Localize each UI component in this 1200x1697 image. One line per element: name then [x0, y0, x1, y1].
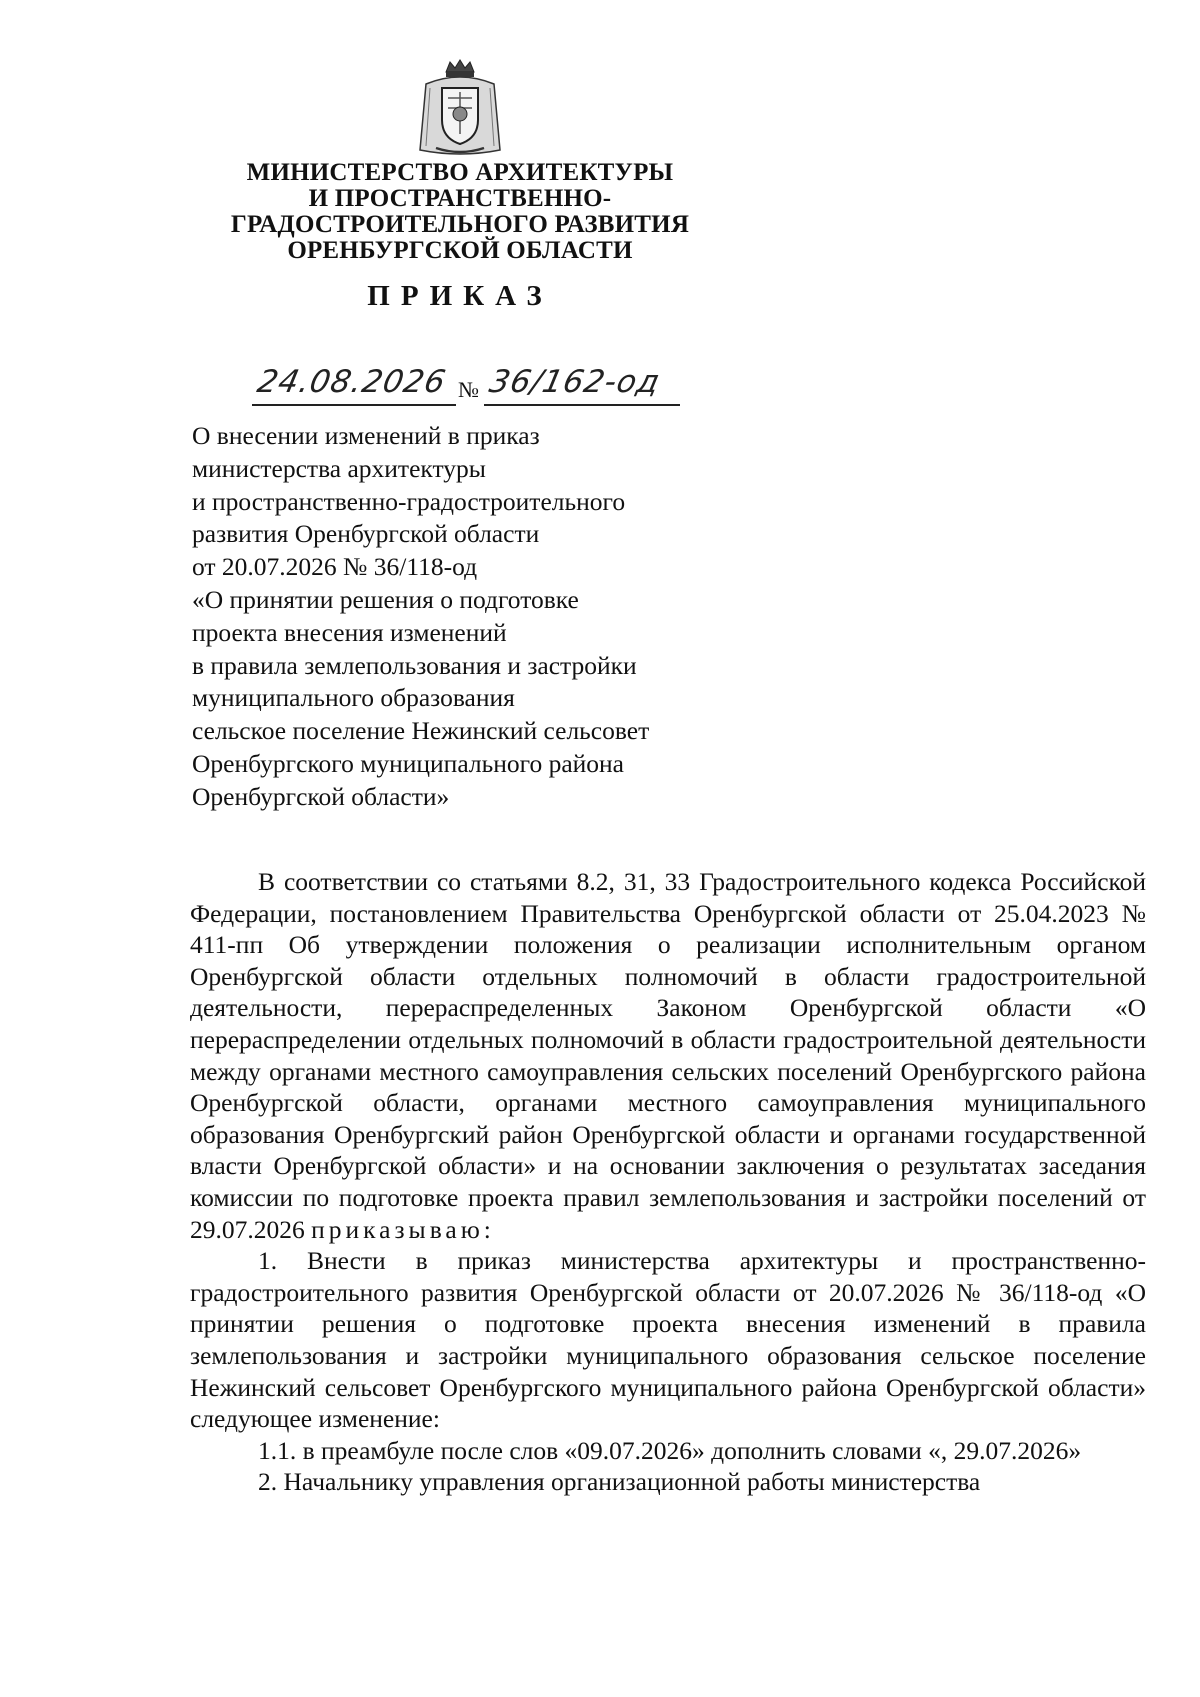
title-line: министерства архитектуры: [192, 453, 486, 483]
ministry-line: ОРЕНБУРГСКОЙ ОБЛАСТИ: [287, 237, 633, 264]
title-line: Оренбургского муниципального района: [192, 748, 624, 778]
title-line: сельское поселение Нежинский сельсовет: [192, 716, 650, 746]
handwritten-number: 36/162-од: [486, 364, 664, 400]
number-sign: №: [458, 377, 479, 402]
order-word: приказываю:: [311, 1214, 495, 1244]
document-type-heading: ПРИКАЗ: [367, 280, 553, 312]
preamble-text: В соответствии со статьями 8.2, 31, 33 Градостроительного кодекса Российской Федерации, постановлением Правительства Оренбургской области от 25.04.2023 № 411-пп Об утверждении положения о реализации исполнительным органом Оренбургской области отдельных полномочий в области градостроительной деятельности, перераспределенных Законом Оренбургской области «О перераспределении отдельных полномочий в области градостроительной деятельности между органами местного самоуправления сельских поселений Оренбургского района Оренбургской области, органами местного самоуправления муниципального образования Оренбургский район Оренбургской области и органами государственной власти Оренбургской области» и на основании заключения о результатах заседания комиссии по подготовке проекта правил землепользования и застройки поселений от 29.07.2026: [190, 867, 1146, 1244]
title-line: О внесении изменений в приказ: [192, 421, 540, 450]
ministry-name: [170, 160, 750, 264]
title-line: и пространственно-градостроительного: [192, 486, 626, 516]
item-2-paragraph: 2. Начальнику управления организационной работы министерства: [258, 1467, 981, 1497]
item-1-paragraph: 1. Внести в приказ министерства архитектуры и пространственно-градостроительного развития Оренбургской области от 20.07.2026 № 36/118-од «О принятии решения о подготовке проекта внесения изменений в правила землепользования и застройки муниципального образования сельское поселение Нежинский сельсовет Оренбургского муниципального района Оренбургской области» следующее изменение:: [190, 1246, 1146, 1434]
date-underline: [252, 404, 456, 406]
preamble-paragraph: [190, 866, 1146, 1245]
ministry-line: МИНИСТЕРСТВО АРХИТЕКТУРЫ: [246, 159, 674, 186]
number-underline: [484, 404, 680, 406]
title-line: развития Оренбургской области: [192, 519, 540, 549]
title-line: муниципального образования: [192, 683, 515, 713]
ministry-line: ГРАДОСТРОИТЕЛЬНОГО РАЗВИТИЯ: [230, 211, 690, 238]
document-body: [190, 866, 1146, 1498]
coat-of-arms-icon: [416, 58, 504, 158]
title-line: «О принятии решения о подготовке: [192, 584, 579, 614]
document-title: [192, 420, 752, 814]
title-line: проекта внесения изменений: [192, 617, 507, 647]
handwritten-date: 24.08.2026: [254, 364, 450, 400]
ministry-line: И ПРОСТРАНСТВЕННО-: [308, 185, 612, 212]
title-line: от 20.07.2026 № 36/118-од: [192, 552, 478, 582]
item-1-1-paragraph: 1.1. в преамбуле после слов «09.07.2026» дополнить словами «, 29.07.2026»: [258, 1435, 1082, 1465]
title-line: в правила землепользования и застройки: [192, 650, 637, 680]
title-line: Оренбургской области»: [192, 781, 450, 811]
